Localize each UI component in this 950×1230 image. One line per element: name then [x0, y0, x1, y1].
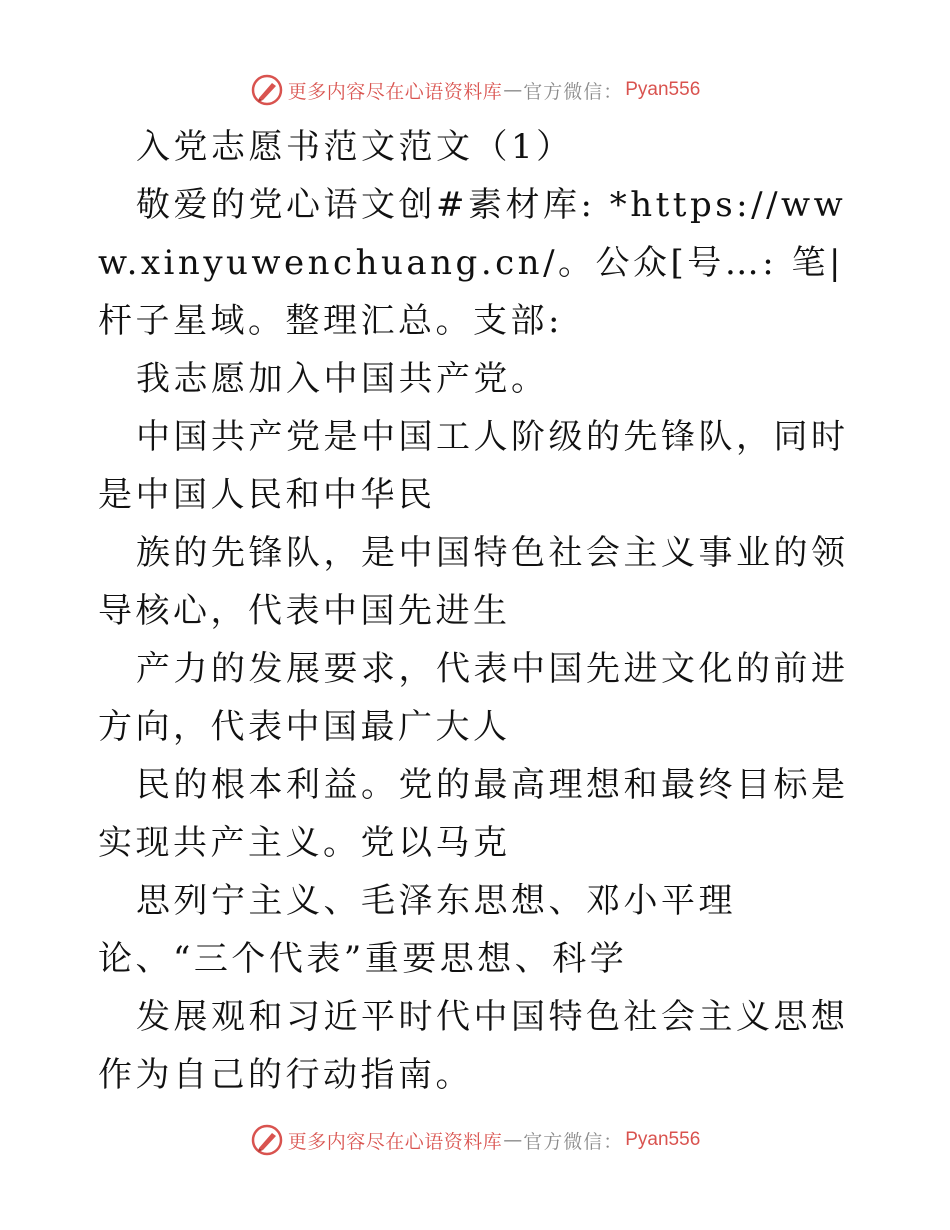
document-title: 入党志愿书范文范文（1）: [136, 127, 574, 167]
paragraph: 我志愿加入中国共产党。: [136, 359, 549, 399]
paragraph: 发展观和习近平时代中国特色社会主义思想作为自己的行动指南。: [98, 997, 849, 1095]
paragraph: 民的根本利益。党的最高理想和最终目标是实现共产主义。党以马克: [98, 765, 849, 863]
banner-id: Pyan556: [625, 79, 701, 100]
banner-dash: —: [503, 1129, 523, 1151]
banner-dash: —: [503, 79, 523, 101]
banner-text: 更多内容尽在心语资料库: [287, 1130, 503, 1153]
paragraph: 思列宁主义、毛泽东思想、邓小平理论、“三个代表”重要思想、科学: [98, 881, 736, 979]
pen-circle-logo-icon: [250, 73, 284, 107]
banner-label: 官方微信：: [523, 1130, 624, 1153]
banner-label: 官方微信：: [523, 80, 624, 103]
header-watermark-banner: [0, 70, 950, 110]
banner-id: Pyan556: [625, 1129, 701, 1150]
document-body: [98, 118, 858, 1104]
paragraph: 族的先锋队，是中国特色社会主义事业的领导核心，代表中国先进生: [98, 533, 849, 631]
pen-circle-logo-icon: [250, 1123, 284, 1157]
banner-text: 更多内容尽在心语资料库: [287, 80, 503, 103]
salutation: 敬爱的党心语文创#素材库: *https://www.xinyuwenchuang.cn/。公众[号…: 笔|杆子星域。整理汇总。支部:: [98, 185, 847, 341]
footer-watermark-banner: [0, 1120, 950, 1160]
paragraph: 中国共产党是中国工人阶级的先锋队，同时是中国人民和中华民: [98, 417, 849, 515]
paragraph: 产力的发展要求，代表中国先进文化的前进方向，代表中国最广大人: [98, 649, 849, 747]
